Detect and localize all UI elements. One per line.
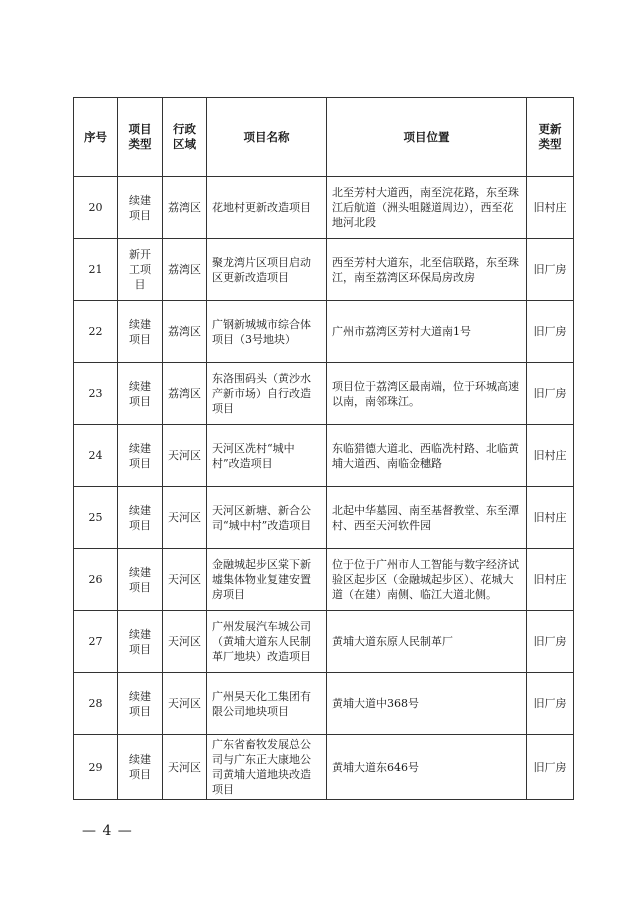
table-body bbox=[74, 177, 574, 800]
table-row bbox=[74, 735, 574, 800]
update-type-cell: 旧村庄 bbox=[527, 549, 574, 611]
project-name-cell: 天河区冼村“城中村”改造项目 bbox=[207, 425, 327, 487]
row-number-cell: 29 bbox=[74, 735, 118, 800]
column-header: 更新 类型 bbox=[527, 98, 574, 177]
table-header-row bbox=[74, 98, 574, 177]
column-header: 序号 bbox=[74, 98, 118, 177]
project-name-cell: 广钢新城城市综合体项目（3号地块） bbox=[207, 301, 327, 363]
update-type-cell: 旧厂房 bbox=[527, 363, 574, 425]
table-row bbox=[74, 487, 574, 549]
row-number-cell: 23 bbox=[74, 363, 118, 425]
project-type-cell: 续建 项目 bbox=[118, 735, 163, 800]
row-number-cell: 28 bbox=[74, 673, 118, 735]
table-row bbox=[74, 301, 574, 363]
table-row bbox=[74, 177, 574, 239]
row-number-cell: 21 bbox=[74, 239, 118, 301]
project-location-cell: 东临猎德大道北、西临冼村路、北临黄埔大道西、南临金穗路 bbox=[327, 425, 527, 487]
column-header: 项目位置 bbox=[327, 98, 527, 177]
update-type-cell: 旧厂房 bbox=[527, 611, 574, 673]
column-header: 项目 类型 bbox=[118, 98, 163, 177]
project-name-cell: 聚龙湾片区项目启动区更新改造项目 bbox=[207, 239, 327, 301]
project-type-cell: 续建 项目 bbox=[118, 549, 163, 611]
page-number: — 4 — bbox=[82, 823, 133, 839]
row-number-cell: 25 bbox=[74, 487, 118, 549]
update-type-cell: 旧村庄 bbox=[527, 487, 574, 549]
update-type-cell: 旧厂房 bbox=[527, 239, 574, 301]
row-number-cell: 24 bbox=[74, 425, 118, 487]
table-row bbox=[74, 611, 574, 673]
project-type-cell: 续建 项目 bbox=[118, 301, 163, 363]
district-cell: 荔湾区 bbox=[163, 177, 207, 239]
project-table-container bbox=[73, 97, 573, 800]
project-location-cell: 黄埔大道中368号 bbox=[327, 673, 527, 735]
table-row bbox=[74, 239, 574, 301]
district-cell: 荔湾区 bbox=[163, 301, 207, 363]
district-cell: 荔湾区 bbox=[163, 239, 207, 301]
table-row bbox=[74, 549, 574, 611]
row-number-cell: 20 bbox=[74, 177, 118, 239]
update-type-cell: 旧村庄 bbox=[527, 177, 574, 239]
table-row bbox=[74, 673, 574, 735]
district-cell: 天河区 bbox=[163, 735, 207, 800]
project-name-cell: 广州发展汽车城公司（黄埔大道东人民制革厂地块）改造项目 bbox=[207, 611, 327, 673]
project-table bbox=[73, 97, 574, 800]
column-header: 行政 区域 bbox=[163, 98, 207, 177]
project-location-cell: 北至芳村大道西，南至浣花路，东至珠江后航道（洲头咀隧道周边），西至花地河北段 bbox=[327, 177, 527, 239]
project-location-cell: 项目位于荔湾区最南端，位于环城高速以南，南邻珠江。 bbox=[327, 363, 527, 425]
table-row bbox=[74, 425, 574, 487]
update-type-cell: 旧厂房 bbox=[527, 735, 574, 800]
project-type-cell: 续建 项目 bbox=[118, 363, 163, 425]
district-cell: 天河区 bbox=[163, 425, 207, 487]
project-location-cell: 位于位于广州市人工智能与数字经济试验区起步区（金融城起步区）、花城大道（在建）南侧、临江大道北侧。 bbox=[327, 549, 527, 611]
project-name-cell: 天河区新塘、新合公司“城中村”改造项目 bbox=[207, 487, 327, 549]
project-name-cell: 广东省畜牧发展总公司与广东正大康地公司黄埔大道地块改造项目 bbox=[207, 735, 327, 800]
row-number-cell: 26 bbox=[74, 549, 118, 611]
project-location-cell: 黄埔大道东原人民制革厂 bbox=[327, 611, 527, 673]
project-location-cell: 广州市荔湾区芳村大道南1号 bbox=[327, 301, 527, 363]
project-location-cell: 黄埔大道东646号 bbox=[327, 735, 527, 800]
district-cell: 荔湾区 bbox=[163, 363, 207, 425]
table-row bbox=[74, 363, 574, 425]
district-cell: 天河区 bbox=[163, 549, 207, 611]
project-type-cell: 续建 项目 bbox=[118, 425, 163, 487]
project-type-cell: 续建 项目 bbox=[118, 177, 163, 239]
project-name-cell: 广州昊天化工集团有限公司地块项目 bbox=[207, 673, 327, 735]
project-name-cell: 花地村更新改造项目 bbox=[207, 177, 327, 239]
row-number-cell: 22 bbox=[74, 301, 118, 363]
project-type-cell: 续建 项目 bbox=[118, 611, 163, 673]
update-type-cell: 旧厂房 bbox=[527, 301, 574, 363]
project-name-cell: 金融城起步区棠下新墟集体物业复建安置房项目 bbox=[207, 549, 327, 611]
project-type-cell: 新开 工项 目 bbox=[118, 239, 163, 301]
project-type-cell: 续建 项目 bbox=[118, 487, 163, 549]
update-type-cell: 旧厂房 bbox=[527, 673, 574, 735]
update-type-cell: 旧村庄 bbox=[527, 425, 574, 487]
project-location-cell: 北起中华墓园、南至基督教堂、东至潭村、西至天河软件园 bbox=[327, 487, 527, 549]
project-type-cell: 续建 项目 bbox=[118, 673, 163, 735]
project-name-cell: 东洛围码头（黄沙水产新市场）自行改造项目 bbox=[207, 363, 327, 425]
district-cell: 天河区 bbox=[163, 611, 207, 673]
column-header: 项目名称 bbox=[207, 98, 327, 177]
district-cell: 天河区 bbox=[163, 487, 207, 549]
project-location-cell: 西至芳村大道东，北至信联路，东至珠江，南至荔湾区环保局房改房 bbox=[327, 239, 527, 301]
district-cell: 天河区 bbox=[163, 673, 207, 735]
row-number-cell: 27 bbox=[74, 611, 118, 673]
